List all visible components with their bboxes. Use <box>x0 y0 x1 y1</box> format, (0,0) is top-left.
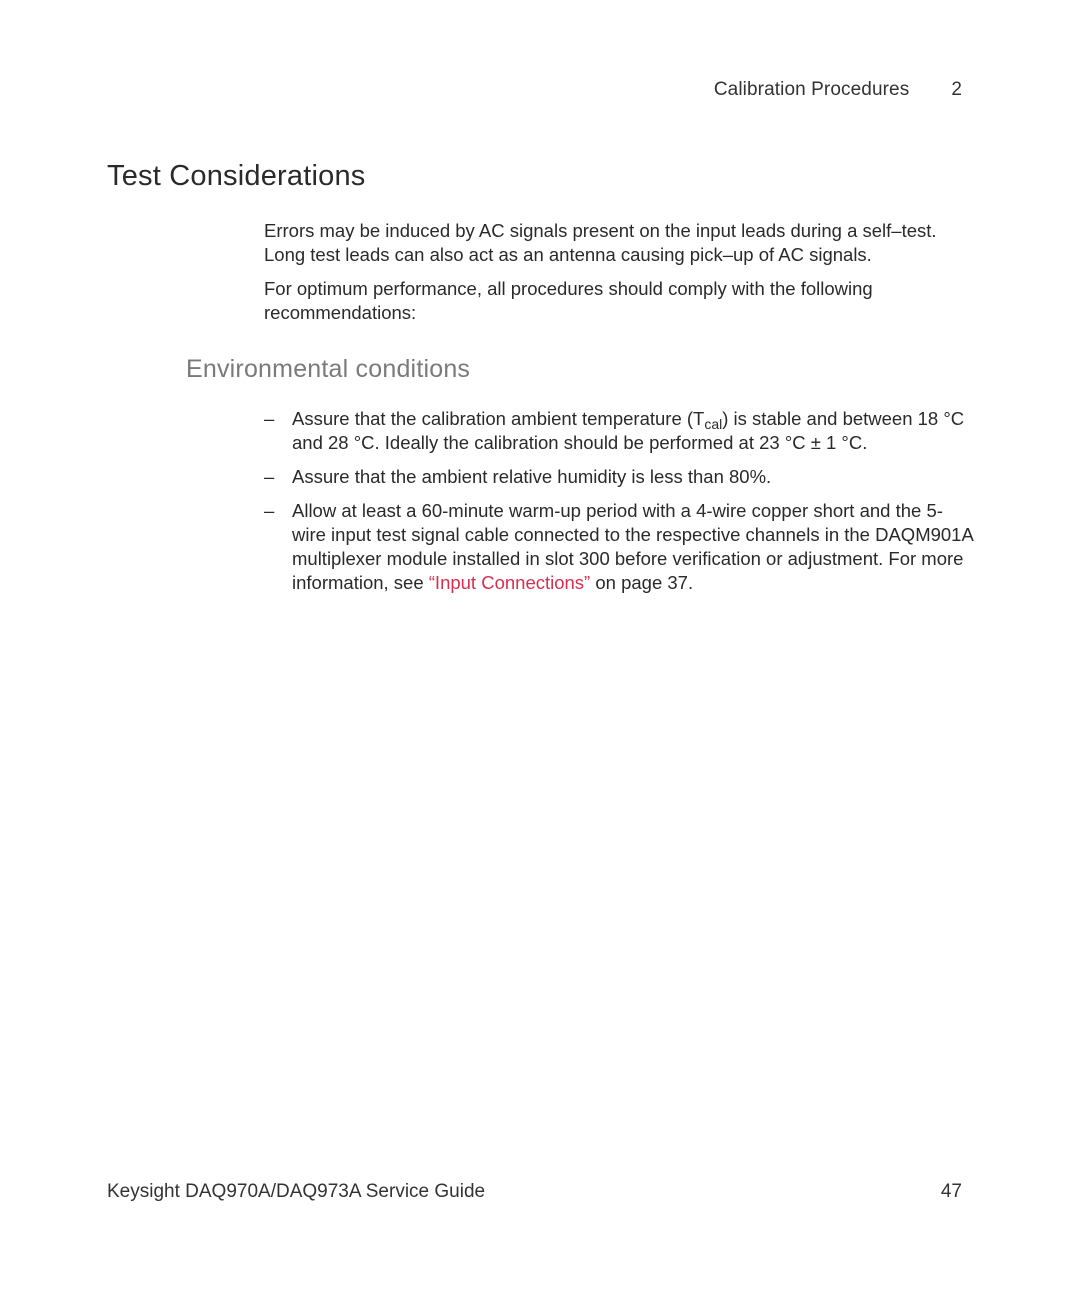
document-title: Keysight DAQ970A/DAQ973A Service Guide <box>107 1181 486 1202</box>
bullet-dash: – <box>264 500 275 521</box>
input-connections-link[interactable]: “Input Connections” <box>428 572 591 593</box>
bullet-dash: – <box>264 466 275 487</box>
chapter-title: Calibration Procedures <box>713 79 910 100</box>
subsection-title: Environmental conditions <box>186 355 471 383</box>
list-item <box>264 407 974 455</box>
subscript-cal: cal <box>704 416 723 432</box>
list-item-text: ) is stable and between 18 °C and 28 °C. Ideally the calibration should be performed at 23 °C ± 1 °C. <box>292 408 965 453</box>
intro-paragraph-2: For optimum performance, all procedures should comply with the following recommendations: <box>264 278 873 323</box>
list-item-text: Assure that the ambient relative humidity is less than 80%. <box>292 466 772 487</box>
list-item-text: Assure that the calibration ambient temperature (T <box>292 408 705 429</box>
list-item <box>264 465 974 489</box>
page-number: 47 <box>940 1181 962 1202</box>
intro-text <box>264 219 974 335</box>
conditions-list <box>264 407 974 605</box>
chapter-number: 2 <box>951 79 962 100</box>
bullet-dash: – <box>264 408 275 429</box>
list-item-text: Allow at least a 60-minute warm-up period with a 4-wire copper short and the 5-wire input test signal cable connected to the respective channels in the DAQM901A multiplexer module installed in slot 300 before verification or adjustment. For more information, see <box>292 500 973 593</box>
intro-paragraph-1: Errors may be induced by AC signals present on the input leads during a self–test. Long test leads can also act as an antenna causing pick–up of AC signals. <box>264 220 937 265</box>
running-header <box>714 79 962 101</box>
list-item <box>264 499 974 595</box>
section-title: Test Considerations <box>107 160 366 192</box>
list-item-text: on page 37. <box>590 572 694 593</box>
